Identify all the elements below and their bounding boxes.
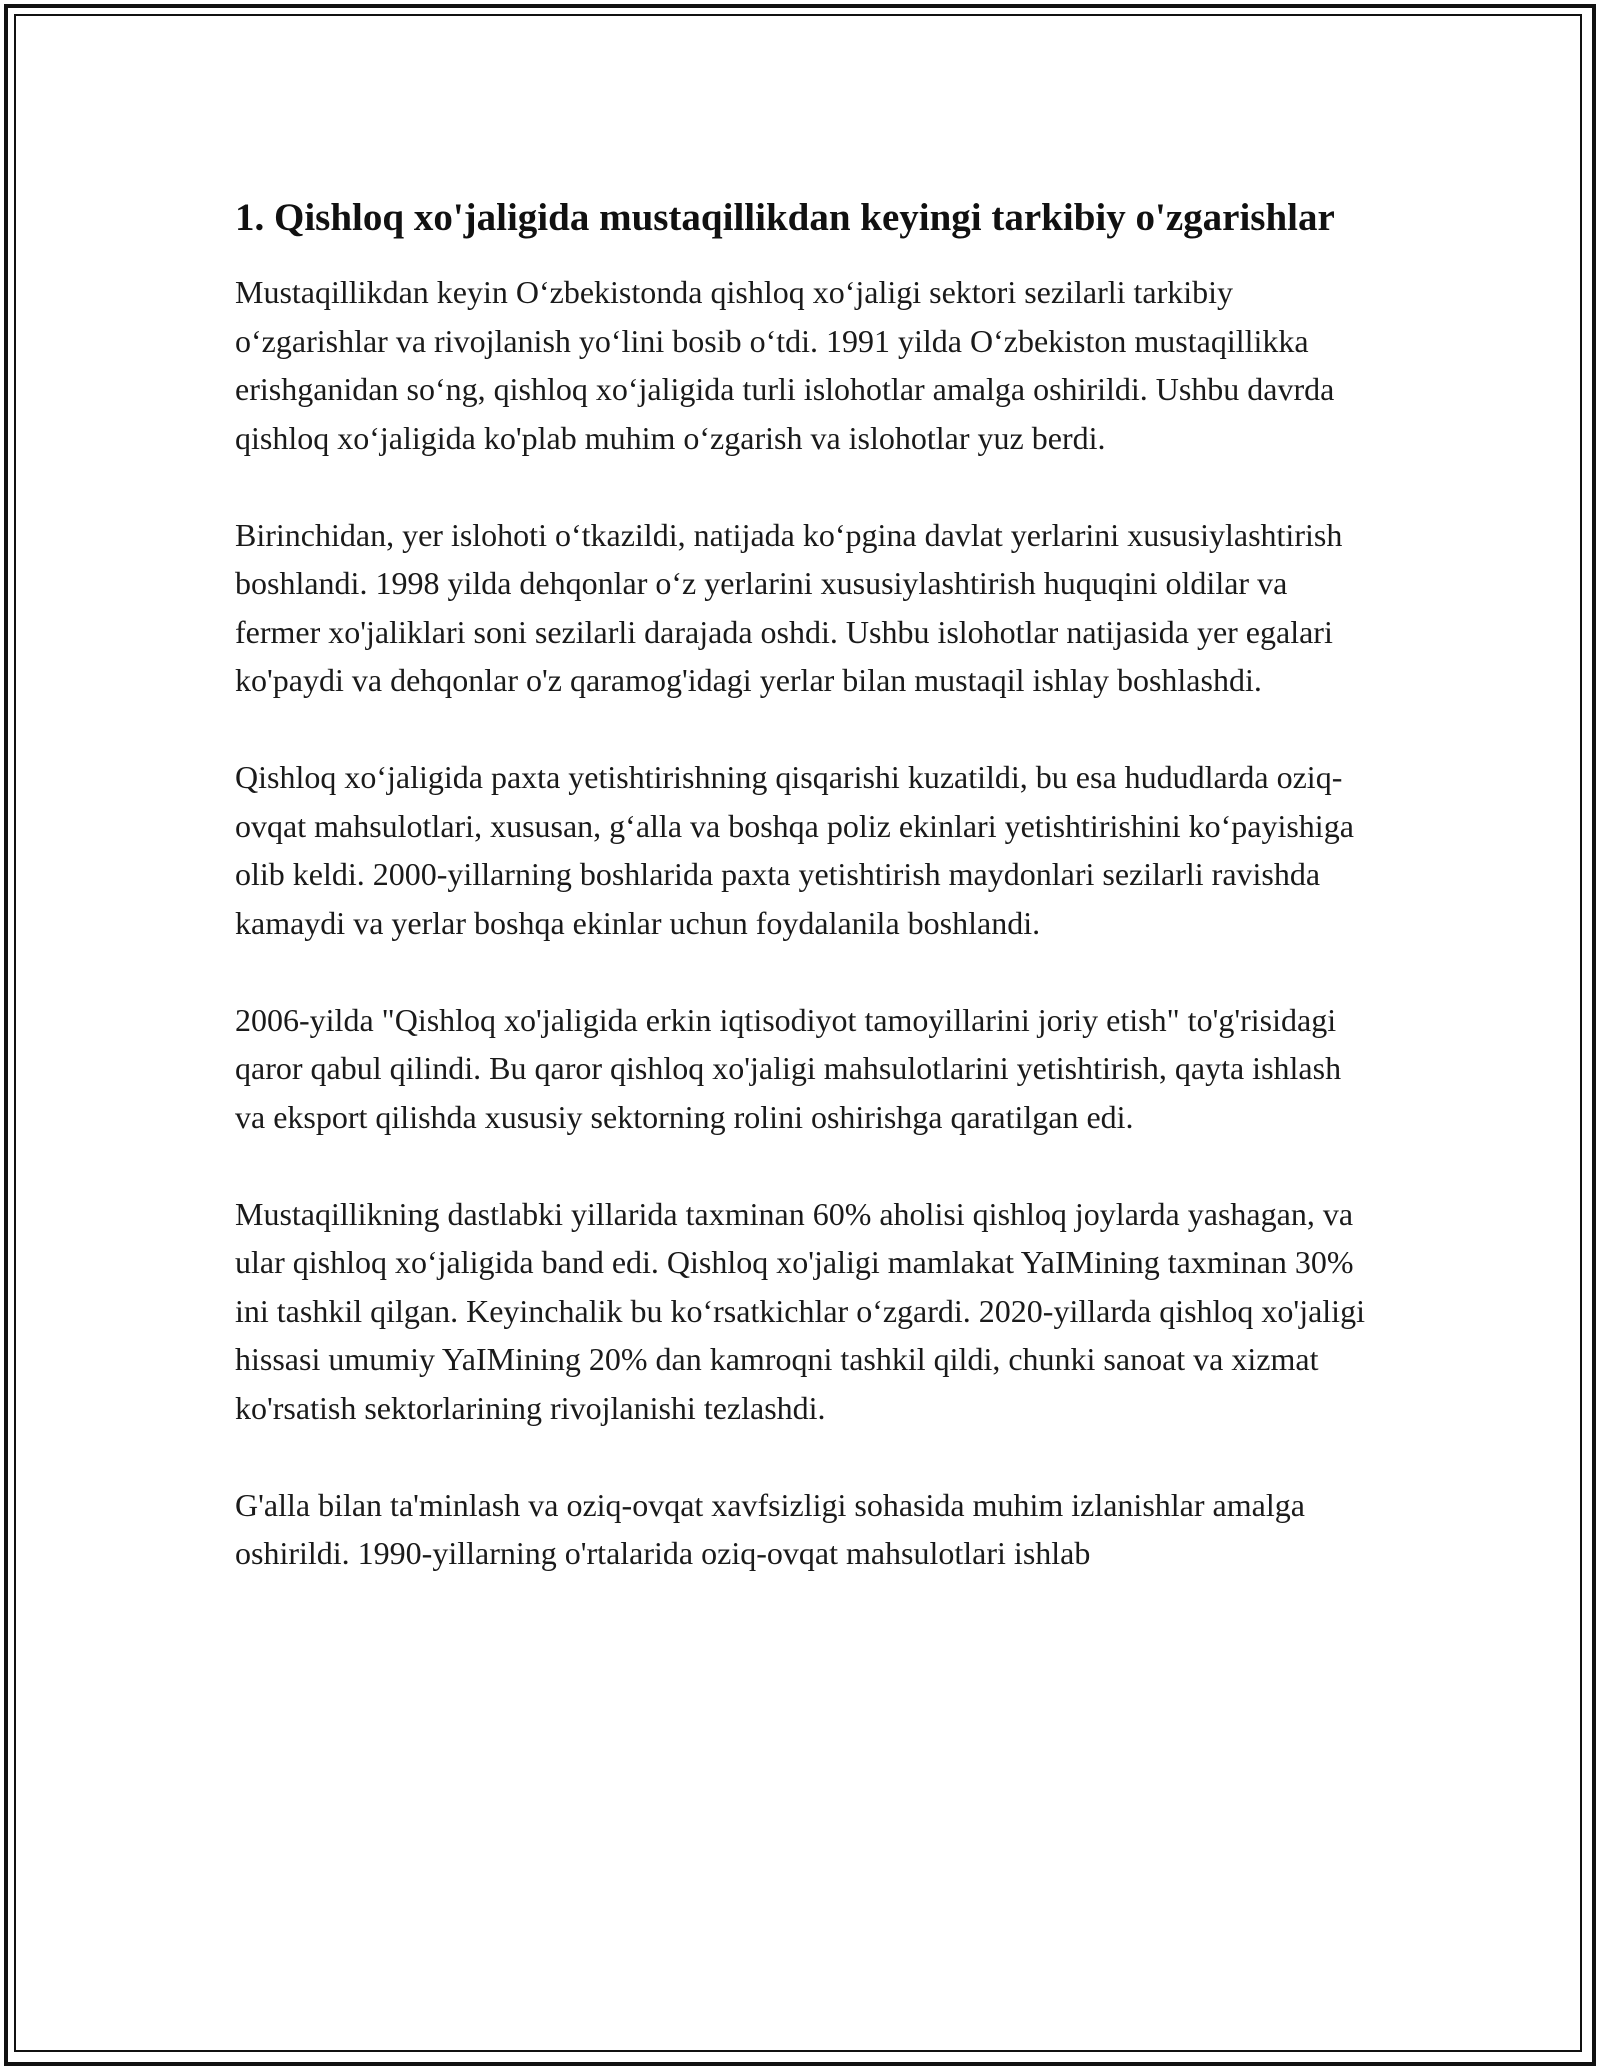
- paragraph-2: Birinchidan, yer islohoti o‘tkazildi, natijada ko‘pgina davlat yerlarini xususiylashtirish boshlandi. 1998 yilda dehqonlar o‘z yerlarini xususiylashtirish huquqini oldilar va fermer xo'jaliklari soni sezilarli darajada oshdi. Ushbu islohotlar natijasida yer egalari ko'paydi va dehqonlar o'z qaramog'idagi yerlar bilan mustaqil ishlay boshlashdi.: [235, 516, 1343, 698]
- section-heading: 1. Qishloq xo'jaligida mustaqillikdan keyingi tarkibiy o'zgarishlar: [235, 196, 1335, 239]
- paragraph-5: Mustaqillikning dastlabki yillarida taxminan 60% aholisi qishloq joylarda yashagan, va ular qishloq xo‘jaligida band edi. Qishloq xo'jaligi mamlakat YaIMining taxminan 30% ini tashkil qilgan. Keyinchalik bu ko‘rsatkichlar o‘zgardi. 2020-yillarda qishloq xo'jaligi hissasi umumiy YaIMining 20% dan kamroqni tashkil qildi, chunki sanoat va xizmat ko'rsatish sektorlarining rivojlanishi tezlashdi.: [235, 1195, 1365, 1426]
- paragraph-6: G'alla bilan ta'minlash va oziq-ovqat xavfsizligi sohasida muhim izlanishlar amalga oshirildi. 1990-yillarning o'rtalarida oziq-ovqat mahsulotlari ishlab: [235, 1486, 1305, 1571]
- paragraph-1: Mustaqillikdan keyin O‘zbekistonda qishloq xo‘jaligi sektori sezilarli tarkibiy o‘zgarishlar va rivojlanish yo‘lini bosib o‘tdi. 1991 yilda O‘zbekiston mustaqillikka erishganidan so‘ng, qishloq xo‘jaligida turli islohotlar amalga oshirildi. Ushbu davrda qishloq xo‘jaligida ko'plab muhim o‘zgarish va islohotlar yuz berdi.: [235, 274, 1335, 456]
- paragraph-3: Qishloq xo‘jaligida paxta yetishtirishning qisqarishi kuzatildi, bu esa hududlarda oziq-ovqat mahsulotlari, xususan, g‘alla va boshqa poliz ekinlari yetishtirishini ko‘payishiga olib keldi. 2000-yillarning boshlarida paxta yetishtirish maydonlari sezilarli ravishda kamaydi va yerlar boshqa ekinlar uchun foydalanila boshlandi.: [235, 759, 1354, 941]
- document-page: [235, 190, 1365, 1626]
- paragraph-4: 2006-yilda "Qishloq xo'jaligida erkin iqtisodiyot tamoyillarini joriy etish" to'g'risidagi qaror qabul qilindi. Bu qaror qishloq xo'jaligi mahsulotlarini yetishtirish, qayta ishlash va eksport qilishda xususiy sektorning rolini oshirishga qaratilgan edi.: [235, 1001, 1342, 1135]
